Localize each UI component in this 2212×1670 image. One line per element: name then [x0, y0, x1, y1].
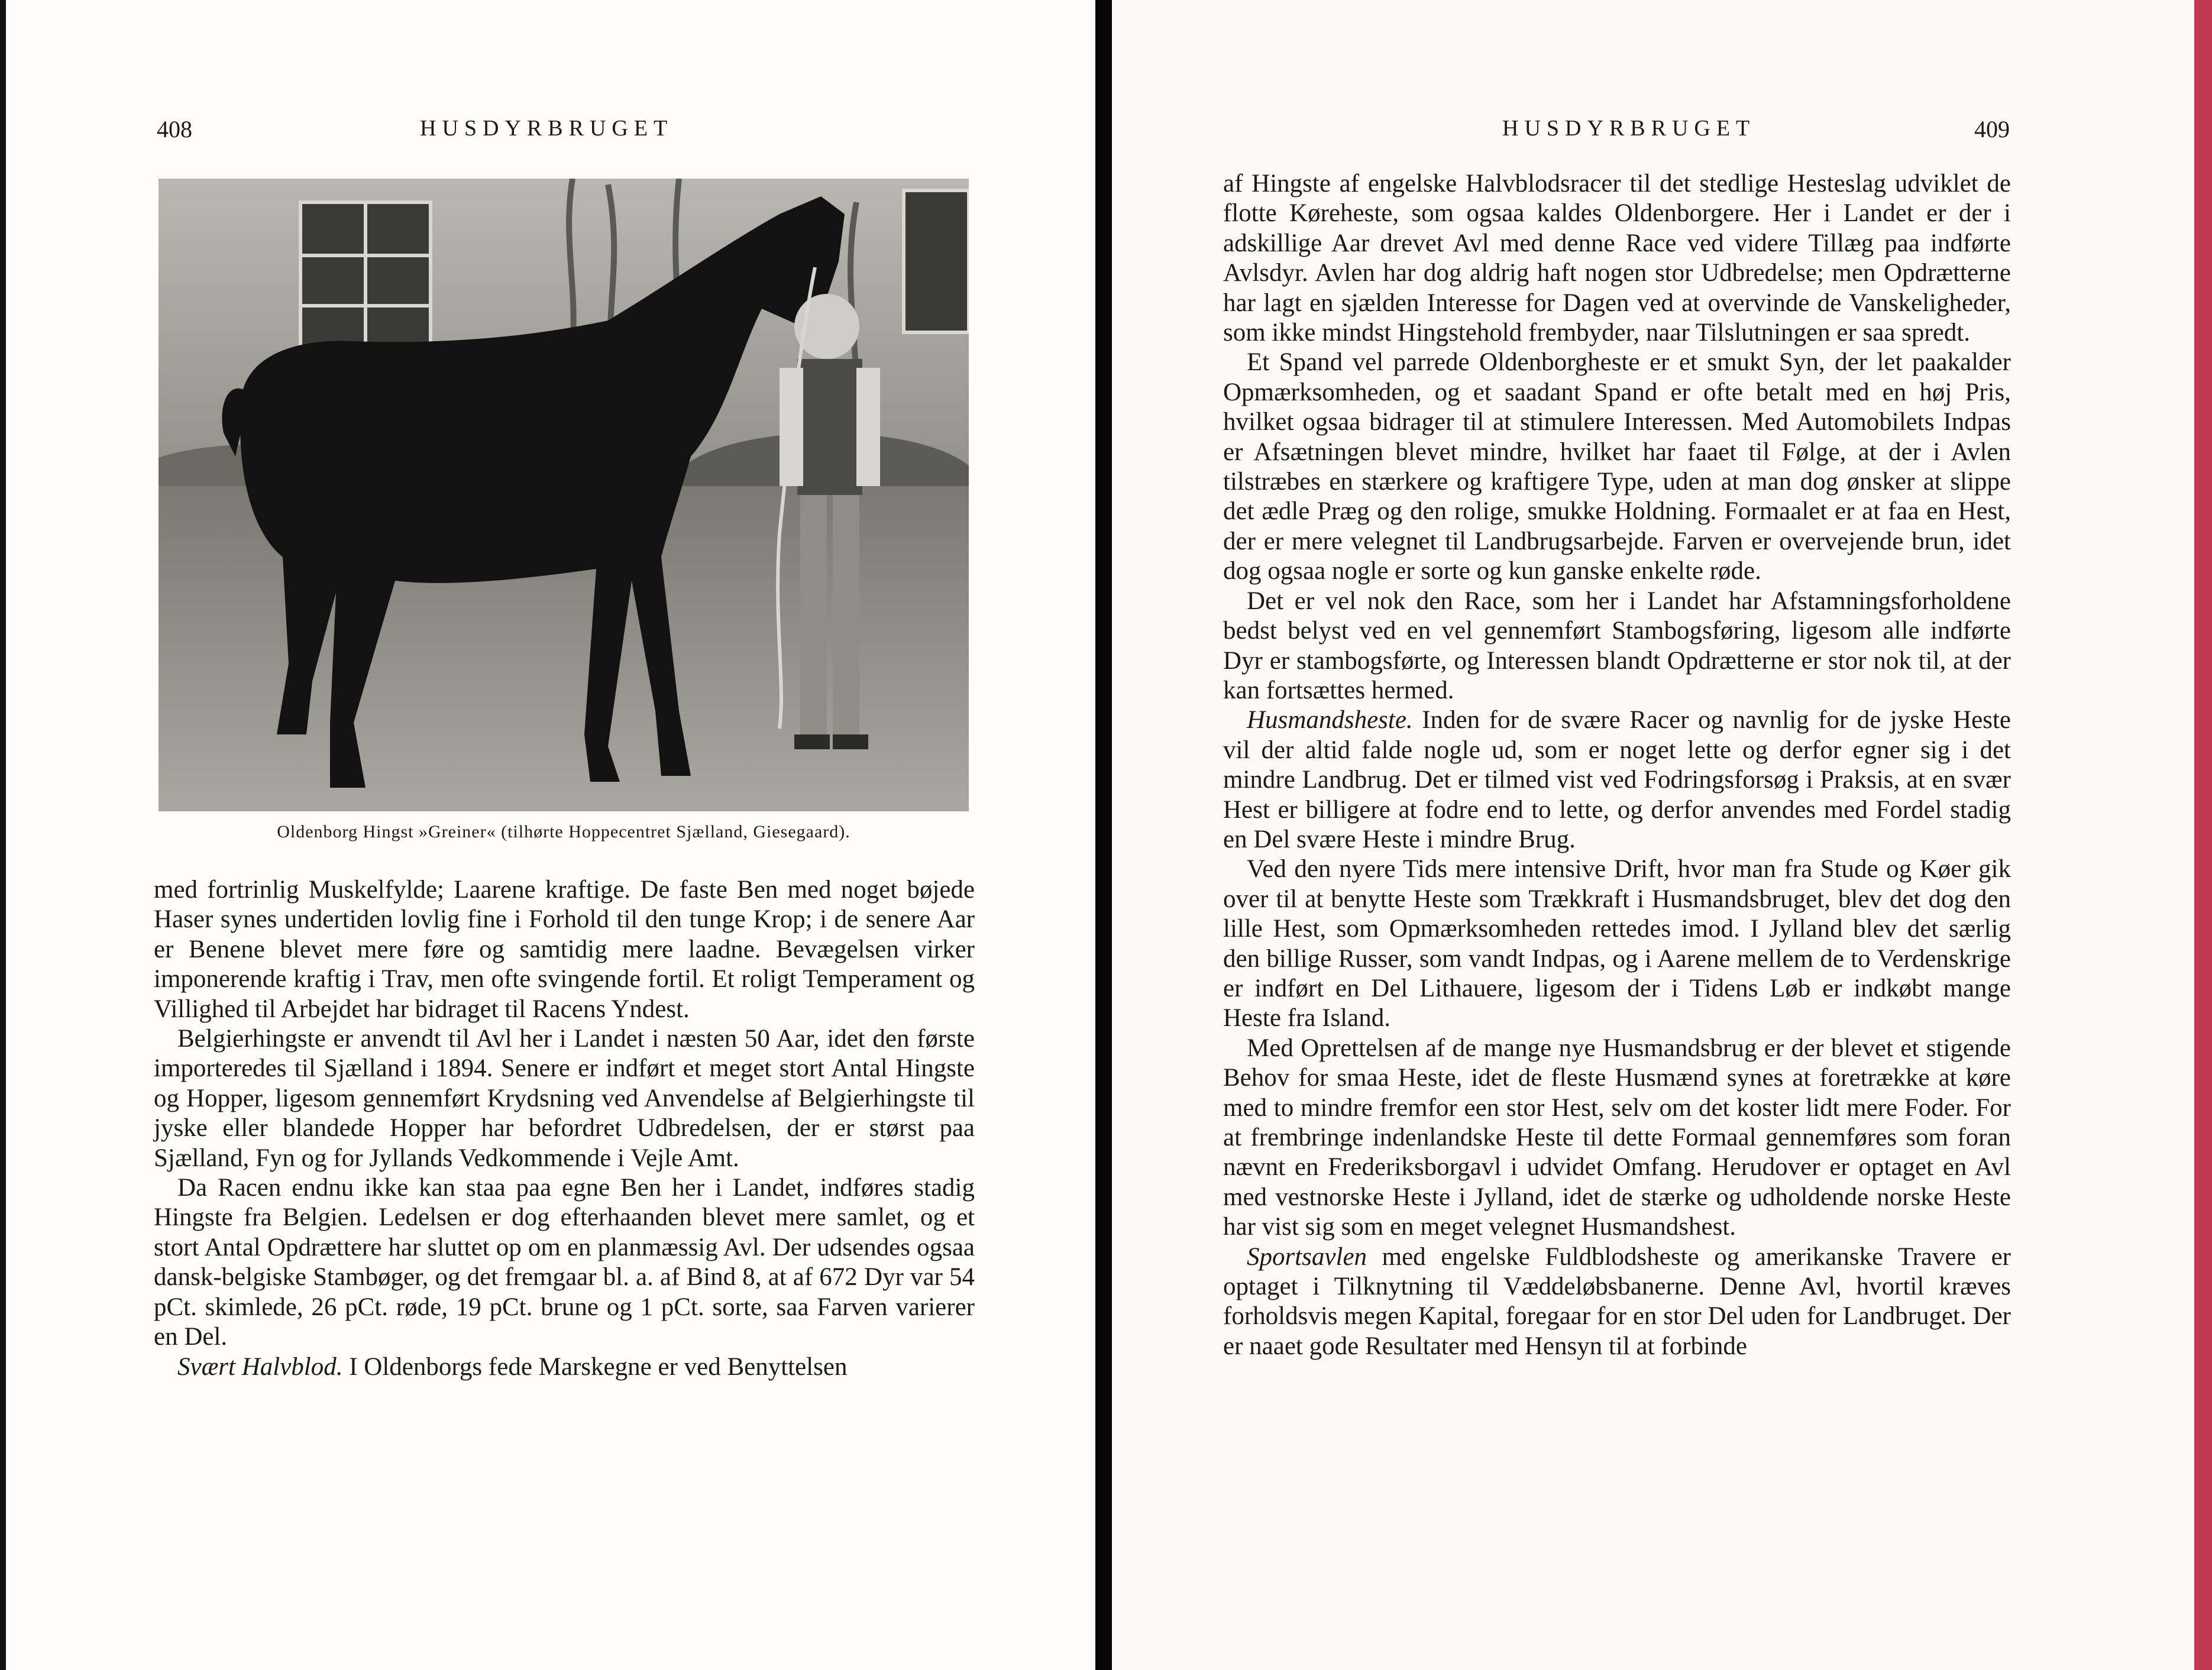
paragraph	[154, 875, 975, 1024]
left-page	[6, 0, 1095, 1670]
left-body-text	[154, 875, 975, 1382]
book-gutter	[1095, 0, 1112, 1670]
horse-photo-illustration	[159, 179, 969, 811]
horse-photo	[159, 179, 969, 811]
right-page	[1112, 0, 2194, 1670]
section-lead: Husmandsheste.	[1247, 706, 1413, 734]
right-body-text	[1223, 169, 2011, 1361]
paragraph	[154, 1352, 975, 1382]
paragraph-text: med fortrinlig Muskelfylde; Laarene kraftige. De faste Ben med noget bøjede Haser synes undertiden lovlig fine i Forhold til den tunge Krop; i de senere Aar er Benene blevet mere føre og samtidig mere laadne. Bevægelsen virker imponerende kraftig i Trav, men ofte svingende fortil. Et roligt Temperament og Villighed til Arbejdet har bidraget til Racens Yndest.	[154, 876, 975, 1023]
page-number: 409	[1974, 116, 2010, 143]
paragraph	[1223, 348, 2011, 586]
paragraph-text: Et Spand vel parrede Oldenborgheste er et smukt Syn, der let paakalder Opmærksomheden, og et saadant Spand er ofte betalt med en høj Pris, hvilket ogsaa bidrager til at stimulere Interessen. Med Automobilets Indpas er Afsætningen blevet mindre, hvilket har faaet til Følge, at der i Avlen tilstræbes en stærkere og kraftigere Type, uden at man dog ønsker at slippe det ædle Præg og den rolige, smukke Holdning. Formaalet er at faa en Hest, der er mere velegnet til Landbrugsarbejde. Farven er overvejende brun, idet dog ogsaa nogle er sorte og kun ganske enkelte røde.	[1223, 348, 2011, 585]
paragraph	[1223, 1034, 2011, 1242]
paragraph	[154, 1024, 975, 1173]
paragraph	[1223, 169, 2011, 348]
paragraph	[1223, 1242, 2011, 1362]
paragraph	[1223, 587, 2011, 706]
paragraph-text: Ved den nyere Tids mere intensive Drift, hvor man fra Stude og Køer gik over til at benytte Heste som Trækkraft i Husmandsbruget, blev det dog den lille Hest, som Opmærksomheden rettedes imod. I Jylland blev det særlig den billige Russer, som vandt Indpas, og i Aarene mellem de to Verdenskrige er indført en Del Lithauere, ligesom der i Tidens Løb er indkøbt mange Heste fra Island.	[1223, 855, 2011, 1033]
left-scan-edge	[0, 0, 6, 1670]
paragraph-text: med engelske Fuldblodsheste og amerikanske Travere er optaget i Tilknytning til Væddeløbsbanerne. Denne Avl, hvortil kræves forholdsvis megen Kapital, foregaar for en stor Del uden for Landbruget. Der er naaet gode Resultater med Hensyn til at forbinde	[1223, 1242, 2011, 1360]
paragraph-text: Det er vel nok den Race, som her i Landet har Afstamningsforholdene bedst belyst ved en vel gennemført Stambogsføring, ligesom alle indførte Dyr er stambogsførte, og Interessen blandt Opdrætterne er stor nok til, at der kan fortsættes hermed.	[1223, 587, 2011, 704]
page-number: 408	[157, 116, 192, 143]
paragraph-text: Med Oprettelsen af de mange nye Husmandsbrug er der blevet et stigende Behov for smaa Heste, idet de fleste Husmænd synes at foretrække at køre med to mindre fremfor een stor Hest, selv om det koster lidt mere Foder. For at frembringe indenlandske Heste til dette Formaal gennemføres som foran nævnt en Frederiksborgavl i udvidet Omfang. Herudover er optaget en Avl med vestnorske Heste i Jylland, idet de stærke og udholdende norske Heste har vist sig som en meget velegnet Husmandshest.	[1223, 1034, 2011, 1241]
paragraph	[1223, 705, 2011, 855]
running-head: HUSDYRBRUGET	[1502, 116, 1756, 141]
paragraph-text: Da Racen endnu ikke kan staa paa egne Ben her i Landet, indføres stadig Hingste fra Belgien. Ledelsen er dog efterhaanden blevet mere samlet, og et stort Antal Opdrættere har sluttet op om en planmæssig Avl. Der udsendes ogsaa dansk-belgiske Stambøger, og det fremgaar bl. a. af Bind 8, at af 672 Dyr var 54 pCt. skimlede, 26 pCt. røde, 19 pCt. brune og 1 pCt. sorte, saa Farven varierer en Del.	[154, 1174, 975, 1351]
running-head: HUSDYRBRUGET	[420, 116, 674, 141]
paragraph-text: af Hingste af engelske Halvblodsracer til det stedlige Hesteslag udviklet de flotte Køreheste, som ogsaa kaldes Oldenborgere. Her i Landet er der i adskillige Aar drevet Avl med denne Race ved videre Tillæg paa indførte Avlsdyr. Avlen har dog aldrig haft nogen stor Udbredelse; men Opdrætterne har lagt en sjælden Interesse for Dagen ved at overvinde de Vanskeligheder, som ikke mindst Hingstehold frembyder, naar Tilslutningen er saa spredt.	[1223, 170, 2011, 347]
photo-caption: Oldenborg Hingst »Greiner« (tilhørte Hoppecentret Sjælland, Giesegaard).	[277, 822, 850, 842]
paragraph	[154, 1173, 975, 1352]
paragraph-text: Inden for de svære Racer og navnlig for de jyske Heste vil der altid falde nogle ud, som er noget lette og derfor egner sig i det mindre Landbrug. Det er tilmed vist ved Fodringsforsøg i Praksis, at en svær Hest er billigere at fodre end to lette, og derfor anvendes med Fordel stadig en Del svære Heste i mindre Brug.	[1223, 706, 2011, 853]
section-lead: Svært Halvblod.	[177, 1352, 343, 1381]
paragraph-text: Belgierhingste er anvendt til Avl her i Landet i næsten 50 Aar, idet den første importeredes til Sjælland i 1894. Senere er indført et meget stort Antal Hingste og Hopper, ligesom gennemført Krydsning ved Anvendelse af Belgierhingste til jyske eller blandede Hopper har befordret Udbredelsen, der er størst paa Sjælland, Fyn og for Jyllands Vedkommende i Vejle Amt.	[154, 1025, 975, 1172]
book-cover-edge	[2194, 0, 2212, 1670]
paragraph	[1223, 855, 2011, 1033]
section-lead: Sportsavlen	[1247, 1242, 1367, 1271]
paragraph-text: I Oldenborgs fede Marskegne er ved Benyttelsen	[342, 1352, 848, 1381]
